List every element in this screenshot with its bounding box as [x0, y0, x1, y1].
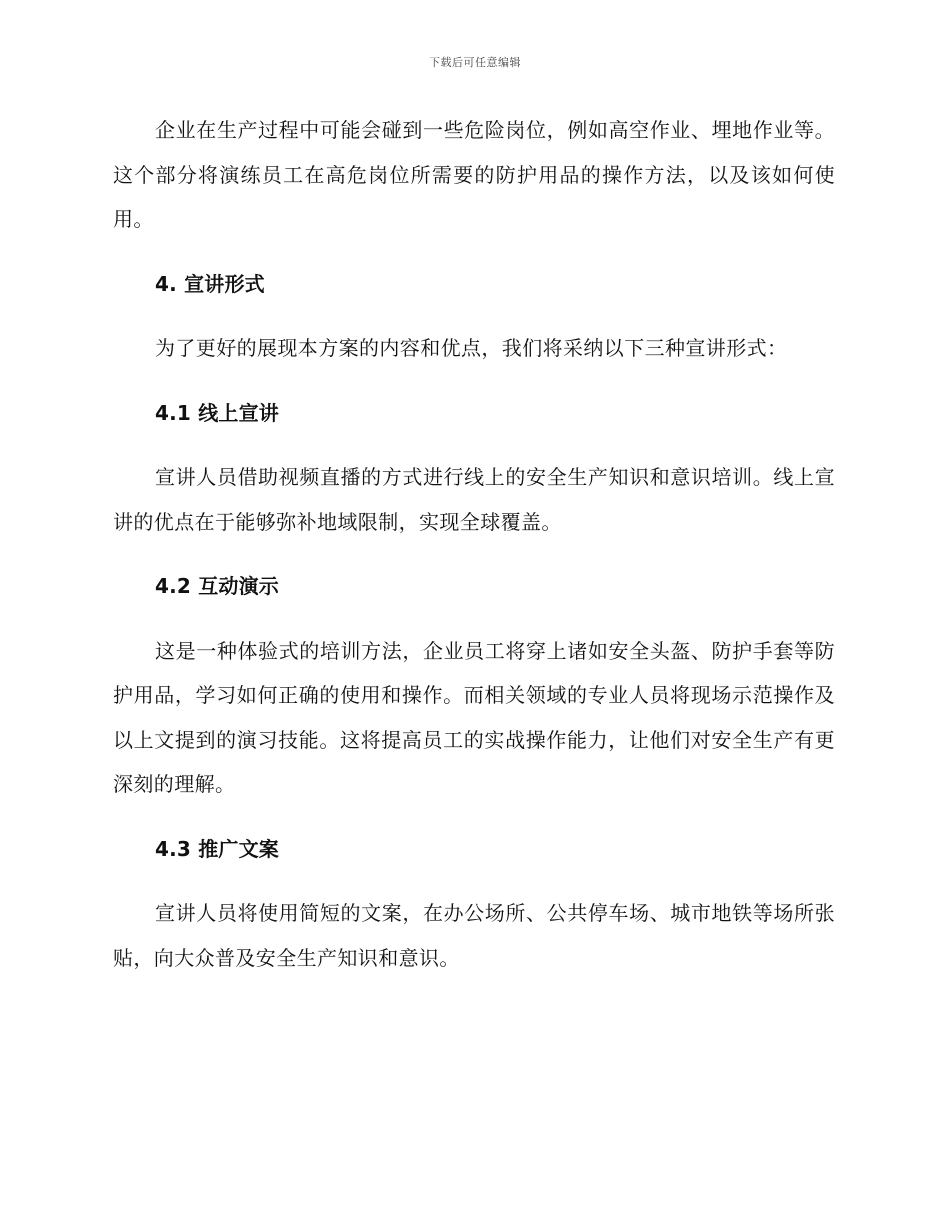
heading-online-presentation: 4.1 线上宣讲 — [155, 400, 279, 425]
heading-presentation-forms: 4. 宣讲形式 — [155, 271, 265, 296]
page-header: 下载后可任意编辑 — [429, 56, 521, 69]
paragraph-online-presentation: 宣讲人员借助视频直播的方式进行线上的安全生产知识和意识培训。线上宣讲的优点在于能够弥补地域限制，实现全球覆盖。 — [113, 465, 835, 534]
paragraph-promotional-copy: 宣讲人员将使用简短的文案，在办公场所、公共停车场、城市地铁等场所张贴，向大众普及安全生产知识和意识。 — [113, 901, 835, 970]
heading-promotional-copy: 4.3 推广文案 — [155, 836, 279, 861]
paragraph-interactive-demo: 这是一种体验式的培训方法，企业员工将穿上诸如安全头盔、防护手套等防护用品，学习如何正确的使用和操作。而相关领域的专业人员将现场示范操作及以上文提到的演习技能。这将提高员工的实战操作能力，让他们对安全生产有更深刻的理解。 — [113, 638, 835, 796]
paragraph-hazardous-posts: 企业在生产过程中可能会碰到一些危险岗位，例如高空作业、埋地作业等。这个部分将演练员工在高危岗位所需要的防护用品的操作方法，以及该如何使用。 — [113, 118, 835, 231]
heading-interactive-demo: 4.2 互动演示 — [155, 574, 279, 598]
paragraph-forms-intro: 为了更好的展现本方案的内容和优点，我们将采纳以下三种宣讲形式： — [155, 336, 788, 360]
document-body — [113, 108, 835, 1000]
